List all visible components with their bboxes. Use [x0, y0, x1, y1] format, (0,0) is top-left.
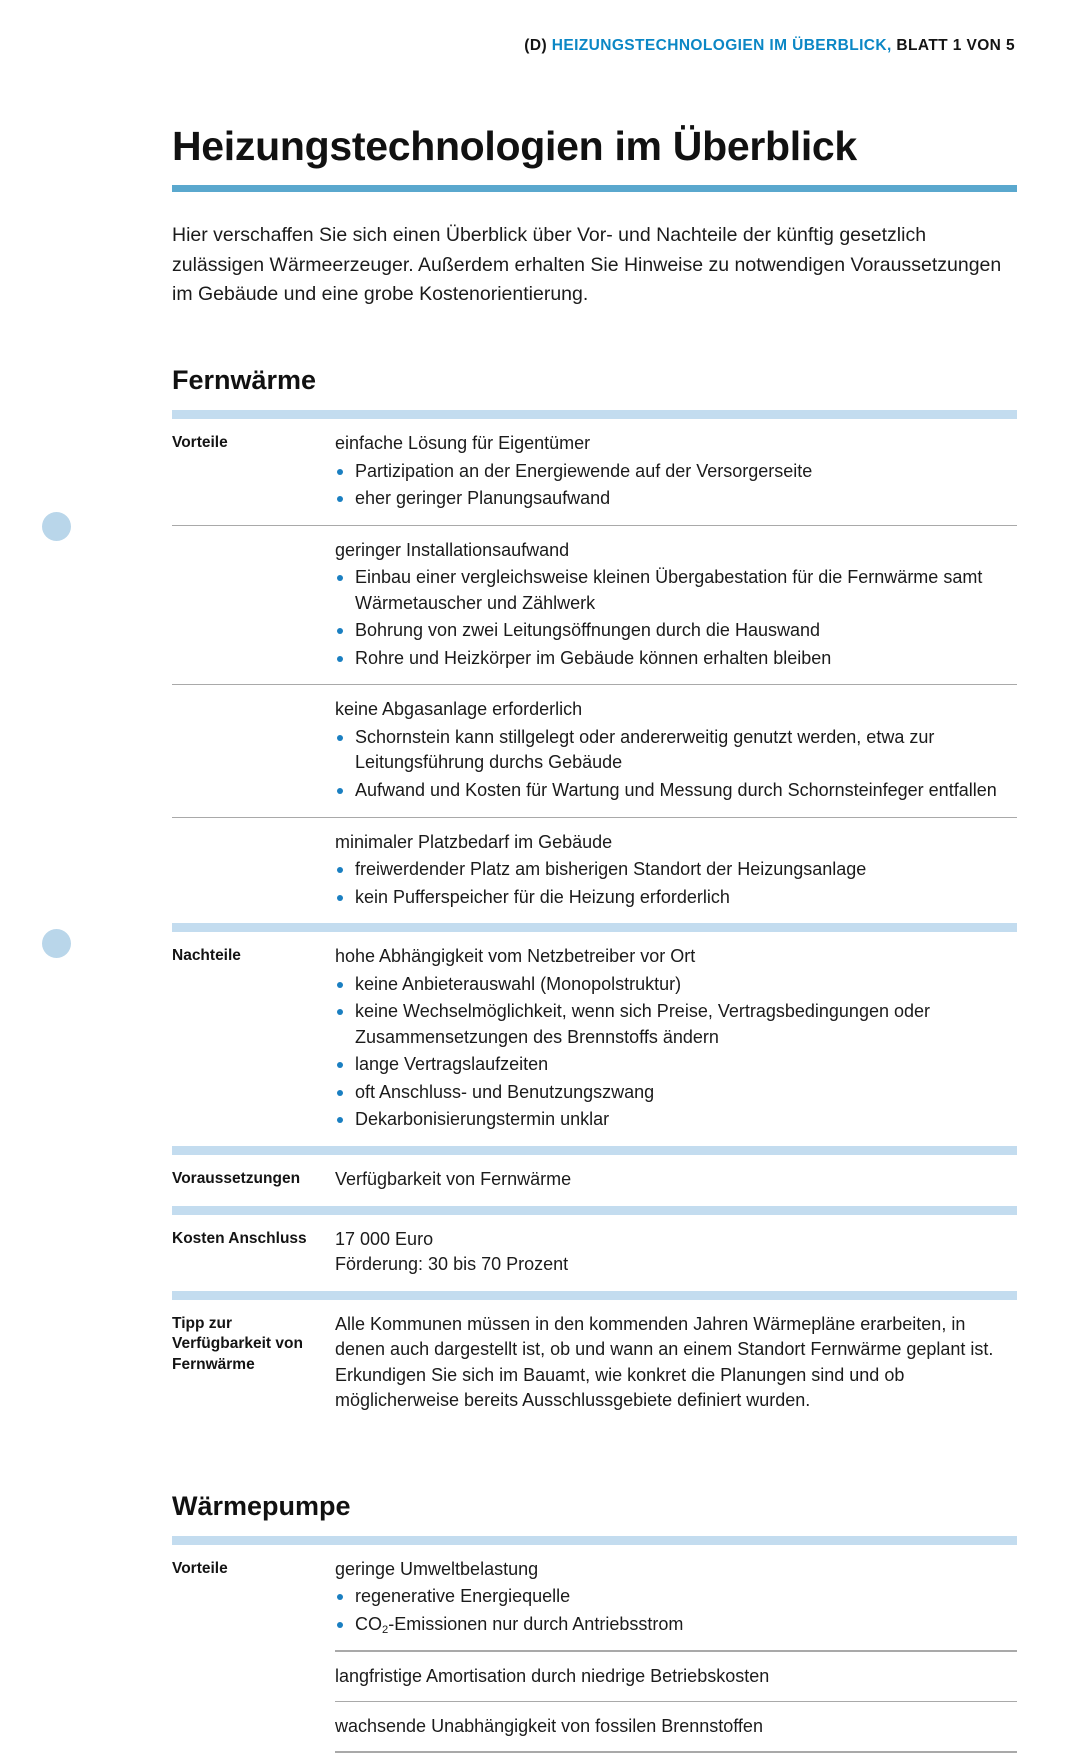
- table-row: [172, 685, 1017, 817]
- running-head-suffix: BLATT 1 VON 5: [891, 37, 1015, 54]
- row-lead: geringer Installationsaufwand: [335, 539, 570, 560]
- list-item: oft Anschluss- und Benutzungszwang: [335, 1080, 1017, 1106]
- row-label: Vorteile: [172, 433, 228, 451]
- table-row: [172, 1300, 1017, 1427]
- list-item: Rohre und Heizkörper im Gebäude können erhalten bleiben: [335, 646, 1017, 672]
- row-label: Nachteile: [172, 947, 241, 965]
- row-lead: Verfügbarkeit von Fernwärme: [335, 1169, 572, 1189]
- section-band: [172, 1536, 1017, 1545]
- table-row: [172, 1215, 1017, 1291]
- row-label: [172, 1714, 335, 1716]
- list-item: eher geringer Planungsaufwand: [335, 486, 1017, 512]
- title-rule: [172, 185, 1017, 192]
- row-lead: geringe Umweltbelastung: [335, 1558, 539, 1579]
- list-item: Bohrung von zwei Leitungsöffnungen durch die Hauswand: [335, 618, 1017, 644]
- list-item: keine Wechselmöglichkeit, wenn sich Preise, Vertragsbedingungen oder Zusammensetzungen des Brennstoffs ändern: [335, 999, 1017, 1050]
- co2-prefix: CO: [355, 1613, 382, 1634]
- row-lead: einfache Lösung für Eigentümer: [335, 432, 591, 453]
- row-body: [335, 944, 1017, 1133]
- list-item: regenerative Energiequelle: [335, 1584, 1017, 1610]
- row-lead: wachsende Unabhängigkeit von fossilen Brennstoffen: [335, 1716, 763, 1737]
- row-label: [172, 538, 335, 540]
- tip-paragraph: Alle Kommunen müssen in den kommenden Jahren Wärmepläne erarbeiten, in denen auch dargestellt ist, ob und wann an einem Standort Fernwärme geplant ist. Erkundigen Sie sich im Bauamt, wie konkret die Planungen sind und ob möglicherweise bereits Ausschlussgebiete definiert wurden.: [335, 1313, 994, 1411]
- list-item: Partizipation an der Energiewende auf der Versorgerseite: [335, 459, 1017, 485]
- cost-subsidy: Förderung: 30 bis 70 Prozent: [335, 1254, 569, 1275]
- section-band: [172, 410, 1017, 419]
- section-heading-waermepumpe: Wärmepumpe: [172, 1490, 351, 1521]
- list-item: Aufwand und Kosten für Wartung und Messung durch Schornsteinfeger entfallen: [335, 778, 1017, 804]
- row-label: Kosten Anschluss: [172, 1229, 307, 1247]
- cost-amount: 17 000 Euro: [335, 1228, 434, 1249]
- table-row: [172, 1545, 1017, 1652]
- margin-dot-icon: [42, 929, 71, 958]
- row-label: Voraussetzungen: [172, 1170, 301, 1187]
- table-row: [172, 1155, 1017, 1206]
- bullet-list: [335, 725, 1017, 804]
- list-item: freiwerdender Platz am bisherigen Standort der Heizungsanlage: [335, 857, 1017, 883]
- row-label: Tipp zur Verfügbarkeit von Fernwärme: [172, 1314, 303, 1374]
- co2-rest: -Emissionen nur durch Antriebsstrom: [388, 1613, 684, 1634]
- table-row: [172, 1702, 1017, 1753]
- list-item: Schornstein kann stillgelegt oder andererweitig genutzt werden, etwa zur Leitungsführung durchs Gebäude: [335, 725, 1017, 776]
- row-body: [335, 830, 1017, 911]
- row-body: [335, 1557, 1017, 1639]
- table-row: [172, 1652, 1017, 1703]
- row-body: [335, 1664, 1017, 1690]
- list-item: Einbau einer vergleichsweise kleinen Übergabestation für die Fernwärme samt Wärmetauscher und Zählwerk: [335, 565, 1017, 616]
- table-row: [172, 419, 1017, 526]
- list-item: lange Vertragslaufzeiten: [335, 1052, 1017, 1078]
- row-label: [172, 1664, 335, 1666]
- row-lead: langfristige Amortisation durch niedrige Betriebskosten: [335, 1665, 770, 1686]
- page-title: Heizungstechnologien im Überblick: [172, 123, 857, 169]
- section-band: [172, 1146, 1017, 1155]
- table-fernwaerme: [172, 410, 1017, 1427]
- row-lead: keine Abgasanlage erforderlich: [335, 699, 583, 720]
- table-row: [172, 818, 1017, 924]
- intro-paragraph: Hier verschaffen Sie sich einen Überblick über Vor- und Nachteile der künftig gesetzlich zulässigen Wärmeerzeuger. Außerdem erhalten Sie Hinweise zu notwendigen Voraussetzungen im Gebäude und eine grobe Kostenorientierung.: [172, 224, 1002, 306]
- row-body: [335, 1227, 1017, 1278]
- row-body: [335, 1167, 1017, 1193]
- row-label: [172, 830, 335, 832]
- running-head-prefix: (D): [524, 37, 552, 54]
- row-body: [335, 697, 1017, 803]
- bullet-list: [335, 459, 1017, 512]
- table-row: [172, 526, 1017, 686]
- row-body: [335, 538, 1017, 672]
- bullet-list: [335, 565, 1017, 671]
- row-body: [335, 1312, 1017, 1414]
- row-body: [335, 431, 1017, 512]
- page-content: [172, 0, 1017, 1753]
- bullet-list: [335, 972, 1017, 1133]
- list-item-co2: [335, 1612, 1017, 1639]
- list-item: keine Anbieterauswahl (Monopolstruktur): [335, 972, 1017, 998]
- table-waermepumpe: [172, 1536, 1017, 1753]
- table-row: [172, 932, 1017, 1146]
- section-band: [172, 1206, 1017, 1215]
- section-band: [172, 1291, 1017, 1300]
- section-heading-fernwaerme: Fernwärme: [172, 364, 317, 395]
- list-item: Dekarbonisierungstermin unklar: [335, 1107, 1017, 1133]
- co2-subscript: 2: [382, 1624, 389, 1637]
- section-band: [172, 923, 1017, 932]
- margin-dot-icon: [42, 512, 71, 541]
- row-body: [335, 1714, 1017, 1740]
- row-label: [172, 697, 335, 699]
- row-lead: hohe Abhängigkeit vom Netzbetreiber vor Ort: [335, 946, 696, 967]
- bullet-list: [335, 1584, 1017, 1638]
- bullet-list: [335, 857, 1017, 910]
- running-head-accent: HEIZUNGSTECHNOLOGIEN IM ÜBERBLICK,: [551, 37, 892, 54]
- row-lead: minimaler Platzbedarf im Gebäude: [335, 831, 613, 852]
- list-item: kein Pufferspeicher für die Heizung erforderlich: [335, 885, 1017, 911]
- row-label: Vorteile: [172, 1559, 228, 1577]
